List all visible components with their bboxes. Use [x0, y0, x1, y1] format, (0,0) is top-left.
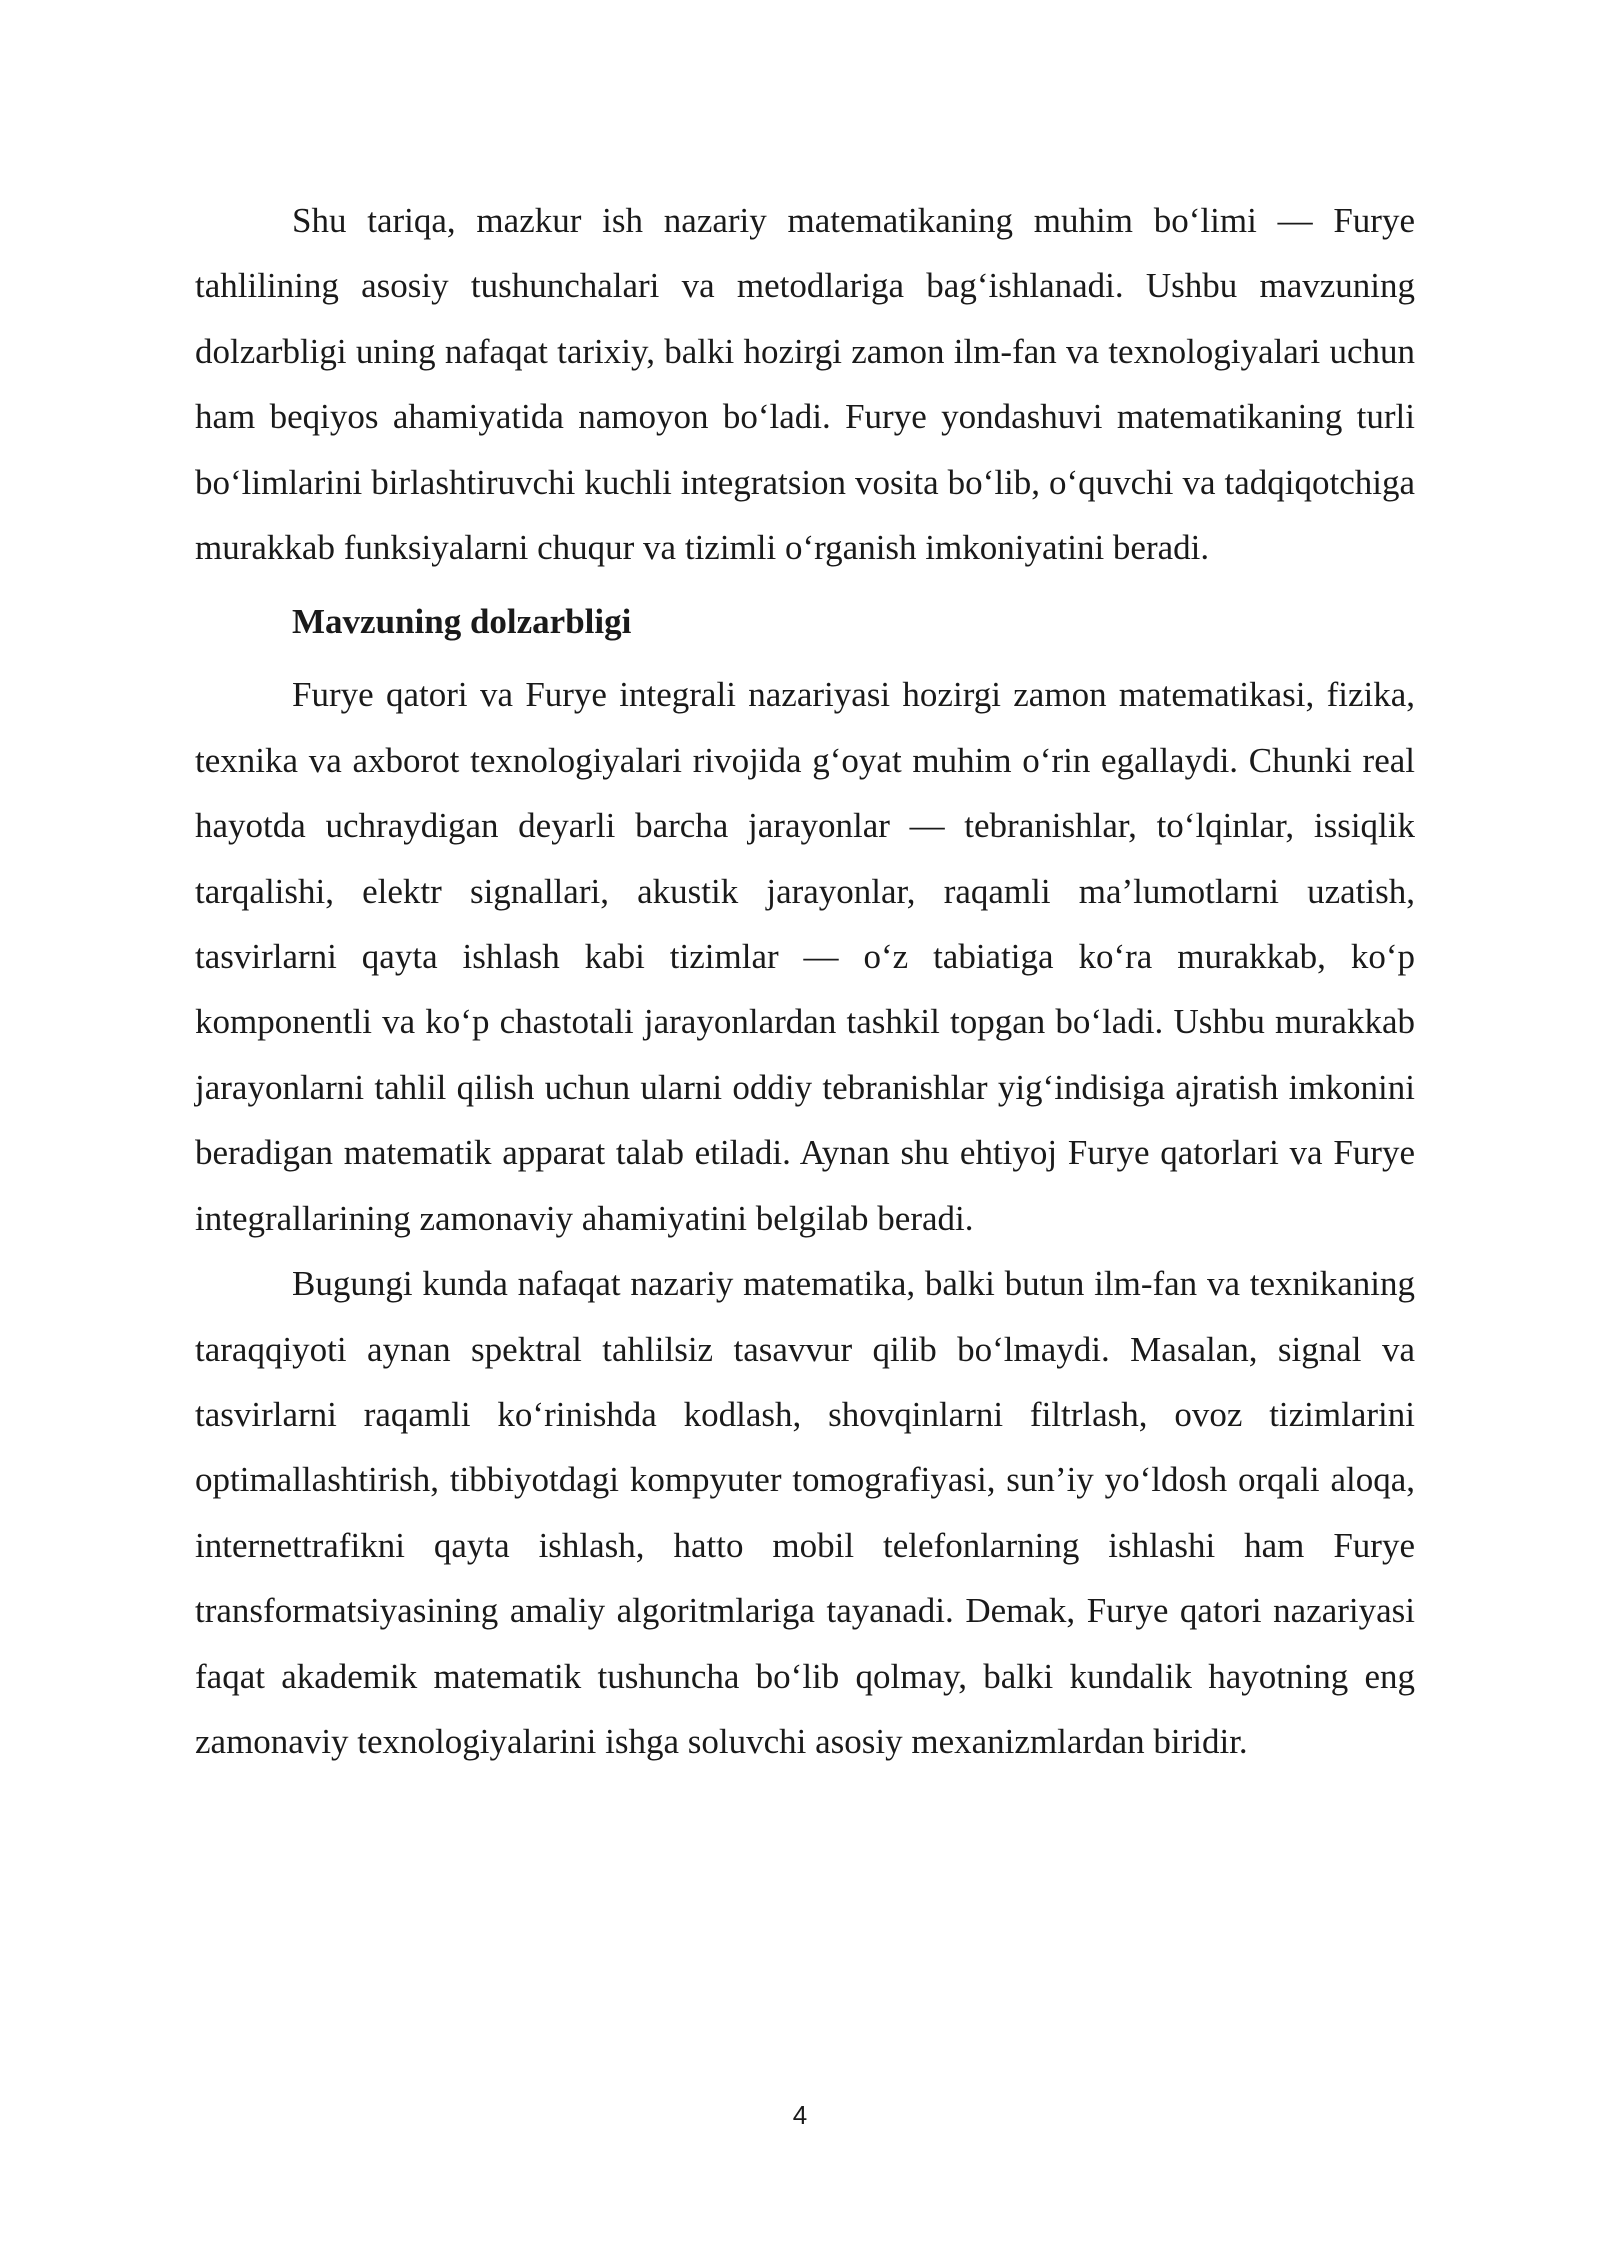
- paragraph-intro: Shu tariqa, mazkur ish nazariy matematikaning muhim bo‘limi — Furye tahlilining asosiy tushunchalari va metodlariga bag‘ishlanadi. Ushbu mavzuning dolzarbligi uning nafaqat tarixiy, balki hozirgi zamon ilm-fan va texnologiyalari uchun ham beqiyos ahamiyatida namoyon bo‘ladi. Furye yondashuvi matematikaning turli bo‘limlarini birlashtiruvchi kuchli integratsion vosita bo‘lib, o‘quvchi va tadqiqotchiga murakkab funksiyalarni chuqur va tizimli o‘rganish imkoniyatini beradi.: [195, 201, 1415, 568]
- paragraph-applications: Bugungi kunda nafaqat nazariy matematika, balki butun ilm-fan va texnikaning taraqqiyoti aynan spektral tahlilsiz tasavvur qilib bo‘lmaydi. Masalan, signal va tasvirlarni raqamli ko‘rinishda kodlash, shovqinlarni filtrlash, ovoz tizimlarini optimallashtirish, tibbiyotdagi kompyuter tomografiyasi, sun’iy yo‘ldosh orqali aloqa, internettrafikni qayta ishlash, hatto mobil telefonlarning ishlashi ham Furye transformatsiyasining amaliy algoritmlariga tayanadi. Demak, Furye qatori nazariyasi faqat akademik matematik tushuncha bo‘lib qolmay, balki kundalik hayotning eng zamonaviy texnologiyalarini ishga soluvchi asosiy mexanizmlardan biridir.: [195, 1264, 1415, 1761]
- section-heading: Mavzuning dolzarbligi: [292, 602, 632, 642]
- page-number: 4: [792, 2100, 808, 2130]
- document-body: [195, 188, 1415, 1774]
- paragraph-relevance: Furye qatori va Furye integrali nazariyasi hozirgi zamon matematikasi, fizika, texnika va axborot texnologiyalari rivojida g‘oyat muhim o‘rin egallaydi. Chunki real hayotda uchraydigan deyarli barcha jarayonlar — tebranishlar, to‘lqinlar, issiqlik tarqalishi, elektr signallari, akustik jarayonlar, raqamli ma’lumotlarni uzatish, tasvirlarni qayta ishlash kabi tizimlar — o‘z tabiatiga ko‘ra murakkab, ko‘p komponentli va ko‘p chastotali jarayonlardan tashkil topgan bo‘ladi. Ushbu murakkab jarayonlarni tahlil qilish uchun ularni oddiy tebranishlar yig‘indisiga ajratish imkonini beradigan matematik apparat talab etiladi. Aynan shu ehtiyoj Furye qatorlari va Furye integrallarining zamonaviy ahamiyatini belgilab beradi.: [195, 675, 1415, 1238]
